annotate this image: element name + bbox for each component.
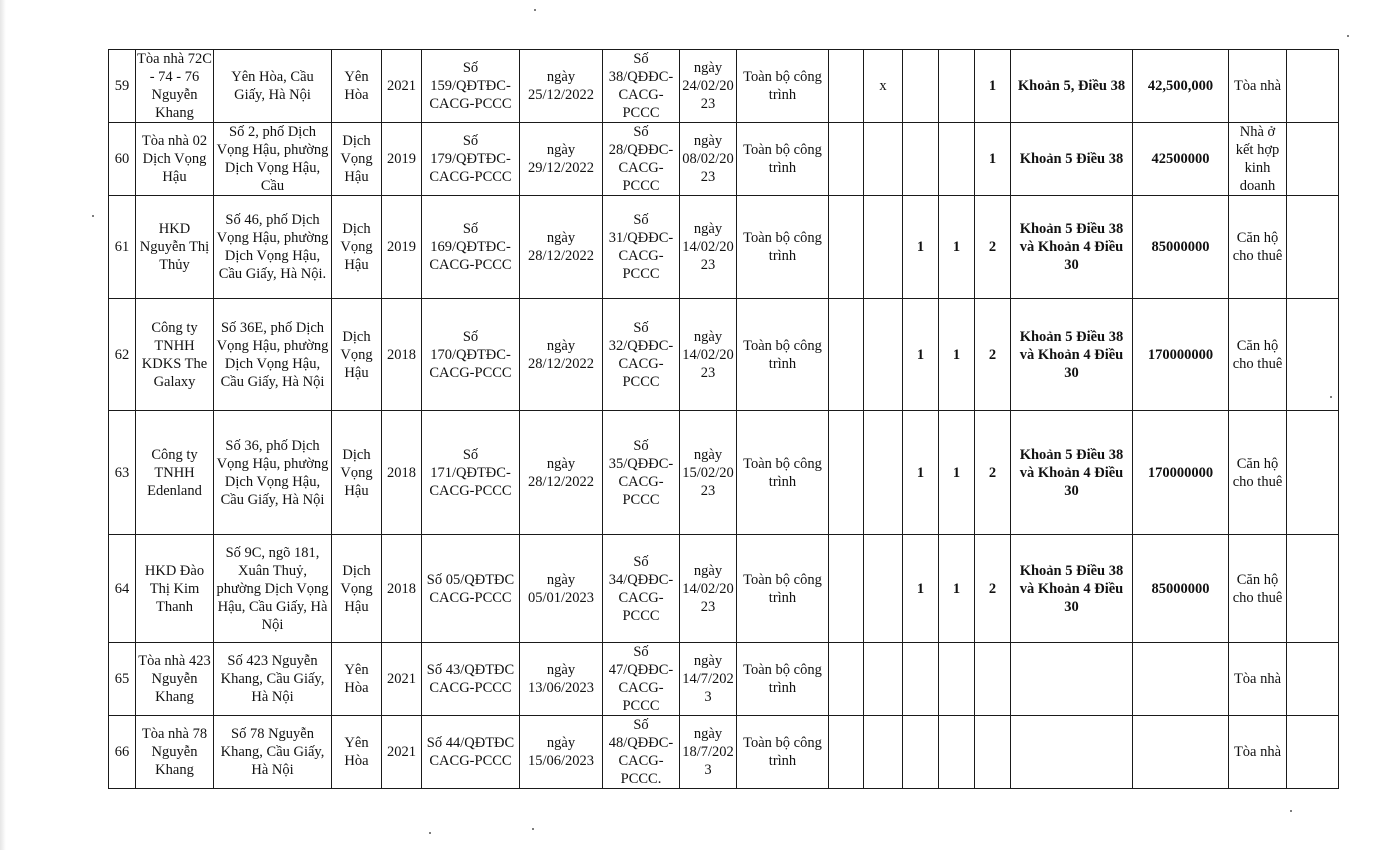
clause-cell-text: Khoản 5 Điều 38 và Khoản 4 Điều 30 bbox=[1019, 221, 1124, 273]
scope-cell bbox=[737, 643, 829, 716]
inspection-table bbox=[108, 49, 1339, 789]
note-cell bbox=[1287, 196, 1339, 299]
name-cell bbox=[136, 535, 214, 643]
adjust-decision-cell bbox=[603, 196, 680, 299]
table-row bbox=[109, 299, 1339, 411]
year-cell-text: 2021 bbox=[387, 744, 416, 760]
fine-cell bbox=[1133, 299, 1229, 411]
type-cell-text: Căn hộ cho thuê bbox=[1232, 571, 1283, 606]
ward-cell bbox=[332, 535, 382, 643]
note-cell bbox=[1287, 299, 1339, 411]
type-cell bbox=[1229, 535, 1287, 643]
year-cell bbox=[382, 50, 422, 123]
count-cell-1-text: 1 bbox=[916, 239, 925, 255]
adjust-date-cell bbox=[680, 299, 737, 411]
total-cell bbox=[975, 643, 1011, 716]
adjust-decision-cell bbox=[603, 535, 680, 643]
table-row bbox=[109, 716, 1339, 789]
decision-number-cell-text: Số 43/QĐTĐC CACG-PCCC bbox=[426, 662, 515, 696]
stt-cell-text: 61 bbox=[114, 239, 130, 255]
count-cell-2 bbox=[939, 123, 975, 196]
scope-cell bbox=[737, 535, 829, 643]
check-cell-1 bbox=[829, 643, 864, 716]
check-cell-2 bbox=[864, 643, 903, 716]
adjust-date-cell-text: ngày 18/7/2023 bbox=[682, 726, 734, 778]
type-cell-text: Căn hộ cho thuê bbox=[1232, 455, 1283, 490]
count-cell-2 bbox=[939, 535, 975, 643]
fine-cell-text: 85000000 bbox=[1151, 239, 1210, 255]
scope-cell bbox=[737, 716, 829, 789]
year-cell bbox=[382, 716, 422, 789]
decision-date-cell bbox=[520, 50, 603, 123]
decision-number-cell-text: Số 179/QĐTĐC-CACG-PCCC bbox=[429, 133, 512, 185]
adjust-date-cell bbox=[680, 123, 737, 196]
decision-date-cell bbox=[520, 196, 603, 299]
decision-number-cell-text: Số 171/QĐTĐC-CACG-PCCC bbox=[429, 446, 512, 499]
scope-cell-text: Toàn bộ công trình bbox=[743, 142, 822, 176]
stt-cell bbox=[109, 299, 136, 411]
ward-cell-text: Yên Hòa bbox=[344, 735, 369, 769]
address-cell bbox=[214, 535, 332, 643]
clause-cell-text: Khoản 5, Điều 38 bbox=[1017, 78, 1126, 94]
adjust-decision-cell-text: Số 32/QĐĐC-CACG-PCCC bbox=[608, 319, 674, 390]
note-cell bbox=[1287, 123, 1339, 196]
stt-cell bbox=[109, 196, 136, 299]
decision-date-cell-text: ngày 25/12/2022 bbox=[527, 69, 595, 103]
name-cell bbox=[136, 196, 214, 299]
decision-date-cell-text: ngày 13/06/2023 bbox=[527, 662, 595, 696]
check-cell-2 bbox=[864, 50, 903, 123]
scan-speck bbox=[1347, 35, 1349, 37]
scan-speck bbox=[532, 828, 534, 830]
decision-date-cell-text: ngày 15/06/2023 bbox=[527, 735, 595, 769]
check-cell-1 bbox=[829, 196, 864, 299]
total-cell-text: 1 bbox=[988, 151, 997, 167]
count-cell-2-text: 1 bbox=[952, 346, 961, 363]
scan-speck bbox=[534, 9, 536, 11]
type-cell bbox=[1229, 643, 1287, 716]
decision-number-cell bbox=[422, 123, 520, 196]
year-cell-text: 2018 bbox=[387, 346, 416, 363]
scope-cell bbox=[737, 411, 829, 535]
table-row bbox=[109, 123, 1339, 196]
decision-date-cell bbox=[520, 123, 603, 196]
type-cell-text: Căn hộ cho thuê bbox=[1232, 337, 1283, 372]
address-cell bbox=[214, 716, 332, 789]
address-cell-text: Số 423 Nguyễn Khang, Cầu Giấy, Hà Nội bbox=[220, 653, 325, 705]
adjust-date-cell-text: ngày 14/02/2023 bbox=[682, 562, 734, 615]
total-cell-text: 2 bbox=[988, 346, 997, 363]
address-cell-text: Số 36E, phố Dịch Vọng Hậu, phường Dịch Vọng Hậu, Cầu Giấy, Hà Nội bbox=[216, 319, 329, 390]
check-cell-1 bbox=[829, 123, 864, 196]
check-cell-2 bbox=[864, 196, 903, 299]
decision-number-cell bbox=[422, 411, 520, 535]
decision-date-cell bbox=[520, 716, 603, 789]
ward-cell-text: Dịch Vọng Hậu bbox=[340, 328, 373, 381]
adjust-date-cell-text: ngày 15/02/2023 bbox=[682, 446, 734, 499]
clause-cell bbox=[1011, 299, 1133, 411]
year-cell-text: 2021 bbox=[387, 671, 416, 687]
clause-cell bbox=[1011, 716, 1133, 789]
type-cell-text: Căn hộ cho thuê bbox=[1232, 230, 1283, 264]
count-cell-1 bbox=[903, 411, 939, 535]
adjust-date-cell-text: ngày 14/02/2023 bbox=[682, 221, 734, 273]
total-cell bbox=[975, 196, 1011, 299]
check-cell-2-text: x bbox=[879, 78, 887, 94]
type-cell-text: Tòa nhà bbox=[1233, 78, 1282, 94]
adjust-date-cell-text: ngày 08/02/2023 bbox=[682, 133, 734, 185]
fine-cell-text: 42,500,000 bbox=[1147, 78, 1214, 94]
check-cell-2 bbox=[864, 535, 903, 643]
stt-cell-text: 60 bbox=[114, 151, 130, 167]
count-cell-1 bbox=[903, 123, 939, 196]
adjust-date-cell bbox=[680, 535, 737, 643]
total-cell-text: 1 bbox=[988, 78, 997, 94]
adjust-date-cell bbox=[680, 716, 737, 789]
name-cell bbox=[136, 299, 214, 411]
adjust-date-cell bbox=[680, 411, 737, 535]
total-cell-text: 2 bbox=[988, 239, 997, 255]
scope-cell-text: Toàn bộ công trình bbox=[743, 735, 822, 769]
stt-cell-text: 62 bbox=[114, 346, 130, 363]
note-cell bbox=[1287, 643, 1339, 716]
total-cell bbox=[975, 123, 1011, 196]
fine-cell bbox=[1133, 196, 1229, 299]
ward-cell bbox=[332, 299, 382, 411]
table-row bbox=[109, 535, 1339, 643]
count-cell-1-text: 1 bbox=[916, 464, 925, 481]
name-cell bbox=[136, 716, 214, 789]
ward-cell bbox=[332, 411, 382, 535]
type-cell-text: Tòa nhà bbox=[1233, 671, 1282, 687]
adjust-date-cell bbox=[680, 643, 737, 716]
year-cell-text: 2019 bbox=[387, 151, 416, 167]
decision-number-cell-text: Số 159/QĐTĐC-CACG-PCCC bbox=[429, 60, 512, 112]
clause-cell bbox=[1011, 643, 1133, 716]
name-cell-text: Tòa nhà 02 Dịch Vọng Hậu bbox=[141, 133, 208, 185]
fine-cell bbox=[1133, 50, 1229, 123]
stt-cell bbox=[109, 411, 136, 535]
year-cell bbox=[382, 643, 422, 716]
decision-date-cell bbox=[520, 535, 603, 643]
adjust-decision-cell bbox=[603, 123, 680, 196]
scope-cell-text: Toàn bộ công trình bbox=[743, 571, 822, 606]
year-cell-text: 2019 bbox=[387, 239, 416, 255]
decision-number-cell bbox=[422, 196, 520, 299]
total-cell-text: 2 bbox=[988, 580, 997, 597]
type-cell bbox=[1229, 411, 1287, 535]
table-row bbox=[109, 50, 1339, 123]
count-cell-2-text: 1 bbox=[952, 464, 961, 481]
year-cell-text: 2021 bbox=[387, 78, 416, 94]
scope-cell-text: Toàn bộ công trình bbox=[743, 230, 822, 264]
address-cell-text: Số 78 Nguyễn Khang, Cầu Giấy, Hà Nội bbox=[220, 726, 325, 778]
fine-cell-text: 170000000 bbox=[1147, 464, 1214, 481]
count-cell-2 bbox=[939, 411, 975, 535]
clause-cell bbox=[1011, 196, 1133, 299]
ward-cell bbox=[332, 716, 382, 789]
name-cell-text: Tòa nhà 72C - 74 - 76 Nguyễn Khang bbox=[137, 51, 212, 121]
stt-cell-text: 59 bbox=[114, 78, 130, 94]
check-cell-1 bbox=[829, 50, 864, 123]
address-cell-text: Yên Hòa, Cầu Giấy, Hà Nội bbox=[231, 69, 314, 103]
name-cell-text: HKD Nguyễn Thị Thủy bbox=[139, 221, 210, 273]
decision-number-cell bbox=[422, 50, 520, 123]
total-cell-text: 2 bbox=[988, 464, 997, 481]
clause-cell bbox=[1011, 50, 1133, 123]
year-cell bbox=[382, 411, 422, 535]
scope-cell-text: Toàn bộ công trình bbox=[743, 337, 822, 372]
fine-cell bbox=[1133, 411, 1229, 535]
page-edge-shadow bbox=[0, 0, 6, 850]
adjust-decision-cell-text: Số 34/QĐĐC-CACG-PCCC bbox=[608, 553, 674, 624]
total-cell bbox=[975, 716, 1011, 789]
decision-date-cell bbox=[520, 411, 603, 535]
check-cell-2 bbox=[864, 716, 903, 789]
year-cell-text: 2018 bbox=[387, 464, 416, 481]
ward-cell-text: Dịch Vọng Hậu bbox=[340, 221, 373, 273]
fine-cell-text: 42500000 bbox=[1151, 151, 1210, 167]
fine-cell bbox=[1133, 643, 1229, 716]
adjust-date-cell-text: ngày 14/7/2023 bbox=[682, 653, 734, 705]
name-cell bbox=[136, 411, 214, 535]
address-cell bbox=[214, 196, 332, 299]
adjust-decision-cell-text: Số 48/QĐĐC-CACG-PCCC. bbox=[608, 717, 674, 787]
total-cell bbox=[975, 50, 1011, 123]
adjust-date-cell-text: ngày 24/02/2023 bbox=[682, 60, 734, 112]
name-cell-text: Công ty TNHH Edenland bbox=[147, 446, 202, 499]
ward-cell-text: Dịch Vọng Hậu bbox=[340, 446, 373, 499]
scope-cell-text: Toàn bộ công trình bbox=[743, 455, 822, 490]
name-cell-text: Công ty TNHH KDKS The Galaxy bbox=[141, 319, 208, 390]
clause-cell-text: Khoản 5 Điều 38 và Khoản 4 Điều 30 bbox=[1019, 446, 1124, 499]
decision-number-cell-text: Số 169/QĐTĐC-CACG-PCCC bbox=[429, 221, 512, 273]
check-cell-2 bbox=[864, 123, 903, 196]
stt-cell-text: 64 bbox=[114, 580, 130, 597]
note-cell bbox=[1287, 411, 1339, 535]
check-cell-1 bbox=[829, 299, 864, 411]
year-cell bbox=[382, 299, 422, 411]
ward-cell bbox=[332, 123, 382, 196]
adjust-decision-cell-text: Số 38/QĐĐC-CACG-PCCC bbox=[608, 51, 674, 121]
year-cell bbox=[382, 535, 422, 643]
ward-cell bbox=[332, 196, 382, 299]
document-sheet bbox=[108, 49, 1339, 789]
stt-cell bbox=[109, 123, 136, 196]
note-cell bbox=[1287, 50, 1339, 123]
ward-cell bbox=[332, 50, 382, 123]
count-cell-2 bbox=[939, 299, 975, 411]
fine-cell-text: 170000000 bbox=[1147, 346, 1214, 363]
check-cell-2 bbox=[864, 299, 903, 411]
name-cell bbox=[136, 50, 214, 123]
count-cell-2 bbox=[939, 716, 975, 789]
name-cell-text: Tòa nhà 423 Nguyễn Khang bbox=[138, 653, 211, 705]
clause-cell bbox=[1011, 123, 1133, 196]
stt-cell bbox=[109, 50, 136, 123]
scope-cell bbox=[737, 299, 829, 411]
total-cell bbox=[975, 535, 1011, 643]
ward-cell-text: Dịch Vọng Hậu bbox=[340, 562, 373, 615]
count-cell-2 bbox=[939, 50, 975, 123]
check-cell-1 bbox=[829, 411, 864, 535]
decision-number-cell bbox=[422, 535, 520, 643]
clause-cell-text: Khoản 5 Điều 38 bbox=[1019, 151, 1124, 167]
scan-speck bbox=[92, 215, 94, 217]
fine-cell bbox=[1133, 123, 1229, 196]
adjust-decision-cell-text: Số 31/QĐĐC-CACG-PCCC bbox=[608, 212, 674, 282]
ward-cell-text: Yên Hòa bbox=[344, 662, 369, 696]
note-cell bbox=[1287, 535, 1339, 643]
address-cell bbox=[214, 299, 332, 411]
decision-number-cell-text: Số 44/QĐTĐC CACG-PCCC bbox=[426, 735, 515, 769]
fine-cell-text: 85000000 bbox=[1151, 580, 1210, 597]
ward-cell bbox=[332, 643, 382, 716]
decision-date-cell bbox=[520, 299, 603, 411]
name-cell-text: HKD Đào Thị Kim Thanh bbox=[144, 562, 205, 615]
decision-number-cell-text: Số 05/QĐTĐC CACG-PCCC bbox=[426, 571, 515, 606]
decision-date-cell-text: ngày 29/12/2022 bbox=[527, 142, 595, 176]
adjust-decision-cell-text: Số 35/QĐĐC-CACG-PCCC bbox=[608, 437, 674, 508]
address-cell bbox=[214, 123, 332, 196]
adjust-decision-cell bbox=[603, 50, 680, 123]
decision-date-cell-text: ngày 05/01/2023 bbox=[527, 571, 595, 606]
table-row bbox=[109, 411, 1339, 535]
name-cell-text: Tòa nhà 78 Nguyễn Khang bbox=[141, 726, 208, 778]
count-cell-2 bbox=[939, 643, 975, 716]
decision-number-cell bbox=[422, 643, 520, 716]
stt-cell-text: 65 bbox=[114, 671, 130, 687]
count-cell-2 bbox=[939, 196, 975, 299]
adjust-decision-cell-text: Số 47/QĐĐC-CACG-PCCC bbox=[608, 644, 674, 714]
count-cell-1-text: 1 bbox=[916, 580, 925, 597]
total-cell bbox=[975, 299, 1011, 411]
scope-cell bbox=[737, 196, 829, 299]
adjust-decision-cell bbox=[603, 411, 680, 535]
clause-cell bbox=[1011, 411, 1133, 535]
total-cell bbox=[975, 411, 1011, 535]
scope-cell bbox=[737, 123, 829, 196]
decision-date-cell-text: ngày 28/12/2022 bbox=[527, 230, 595, 264]
clause-cell-text: Khoản 5 Điều 38 và Khoản 4 Điều 30 bbox=[1019, 562, 1124, 615]
address-cell-text: Số 46, phố Dịch Vọng Hậu, phường Dịch Vọng Hậu, Cầu Giấy, Hà Nội. bbox=[216, 212, 329, 282]
scan-speck bbox=[429, 832, 431, 834]
address-cell-text: Số 9C, ngõ 181, Xuân Thuỷ, phường Dịch Vọng Hậu, Cầu Giấy, Hà Nội bbox=[216, 544, 329, 633]
stt-cell bbox=[109, 716, 136, 789]
address-cell-text: Số 2, phố Dịch Vọng Hậu, phường Dịch Vọng Hậu, Cầu bbox=[216, 124, 329, 194]
address-cell bbox=[214, 411, 332, 535]
fine-cell bbox=[1133, 716, 1229, 789]
type-cell bbox=[1229, 299, 1287, 411]
decision-date-cell bbox=[520, 643, 603, 716]
count-cell-2-text: 1 bbox=[952, 239, 961, 255]
check-cell-1 bbox=[829, 716, 864, 789]
adjust-decision-cell bbox=[603, 299, 680, 411]
type-cell bbox=[1229, 716, 1287, 789]
count-cell-1 bbox=[903, 535, 939, 643]
ward-cell-text: Yên Hòa bbox=[344, 69, 369, 103]
scope-cell-text: Toàn bộ công trình bbox=[743, 69, 822, 103]
stt-cell-text: 63 bbox=[114, 464, 130, 481]
count-cell-2-text: 1 bbox=[952, 580, 961, 597]
stt-cell bbox=[109, 535, 136, 643]
type-cell bbox=[1229, 196, 1287, 299]
check-cell-2 bbox=[864, 411, 903, 535]
type-cell-text: Nhà ở kết hợp kinh doanh bbox=[1235, 124, 1280, 194]
adjust-date-cell bbox=[680, 50, 737, 123]
decision-date-cell-text: ngày 28/12/2022 bbox=[527, 337, 595, 372]
count-cell-1 bbox=[903, 716, 939, 789]
decision-date-cell-text: ngày 28/12/2022 bbox=[527, 455, 595, 490]
scan-speck bbox=[1290, 810, 1292, 812]
decision-number-cell bbox=[422, 299, 520, 411]
adjust-date-cell-text: ngày 14/02/2023 bbox=[682, 328, 734, 381]
address-cell bbox=[214, 50, 332, 123]
adjust-decision-cell bbox=[603, 643, 680, 716]
decision-number-cell bbox=[422, 716, 520, 789]
stt-cell bbox=[109, 643, 136, 716]
type-cell bbox=[1229, 123, 1287, 196]
count-cell-1 bbox=[903, 50, 939, 123]
year-cell bbox=[382, 123, 422, 196]
name-cell bbox=[136, 123, 214, 196]
adjust-decision-cell-text: Số 28/QĐĐC-CACG-PCCC bbox=[608, 124, 674, 194]
fine-cell bbox=[1133, 535, 1229, 643]
table-row bbox=[109, 196, 1339, 299]
year-cell-text: 2018 bbox=[387, 580, 416, 597]
table-row bbox=[109, 643, 1339, 716]
scope-cell-text: Toàn bộ công trình bbox=[743, 662, 822, 696]
type-cell-text: Tòa nhà bbox=[1233, 744, 1282, 760]
check-cell-1 bbox=[829, 535, 864, 643]
address-cell-text: Số 36, phố Dịch Vọng Hậu, phường Dịch Vọng Hậu, Cầu Giấy, Hà Nội bbox=[216, 437, 329, 508]
clause-cell bbox=[1011, 535, 1133, 643]
stt-cell-text: 66 bbox=[114, 744, 130, 760]
clause-cell-text: Khoản 5 Điều 38 và Khoản 4 Điều 30 bbox=[1019, 328, 1124, 381]
count-cell-1-text: 1 bbox=[916, 346, 925, 363]
address-cell bbox=[214, 643, 332, 716]
count-cell-1 bbox=[903, 299, 939, 411]
note-cell bbox=[1287, 716, 1339, 789]
adjust-decision-cell bbox=[603, 716, 680, 789]
count-cell-1 bbox=[903, 643, 939, 716]
name-cell bbox=[136, 643, 214, 716]
decision-number-cell-text: Số 170/QĐTĐC-CACG-PCCC bbox=[429, 328, 512, 381]
count-cell-1 bbox=[903, 196, 939, 299]
scope-cell bbox=[737, 50, 829, 123]
ward-cell-text: Dịch Vọng Hậu bbox=[340, 133, 373, 185]
year-cell bbox=[382, 196, 422, 299]
scan-speck bbox=[1330, 396, 1332, 398]
type-cell bbox=[1229, 50, 1287, 123]
adjust-date-cell bbox=[680, 196, 737, 299]
